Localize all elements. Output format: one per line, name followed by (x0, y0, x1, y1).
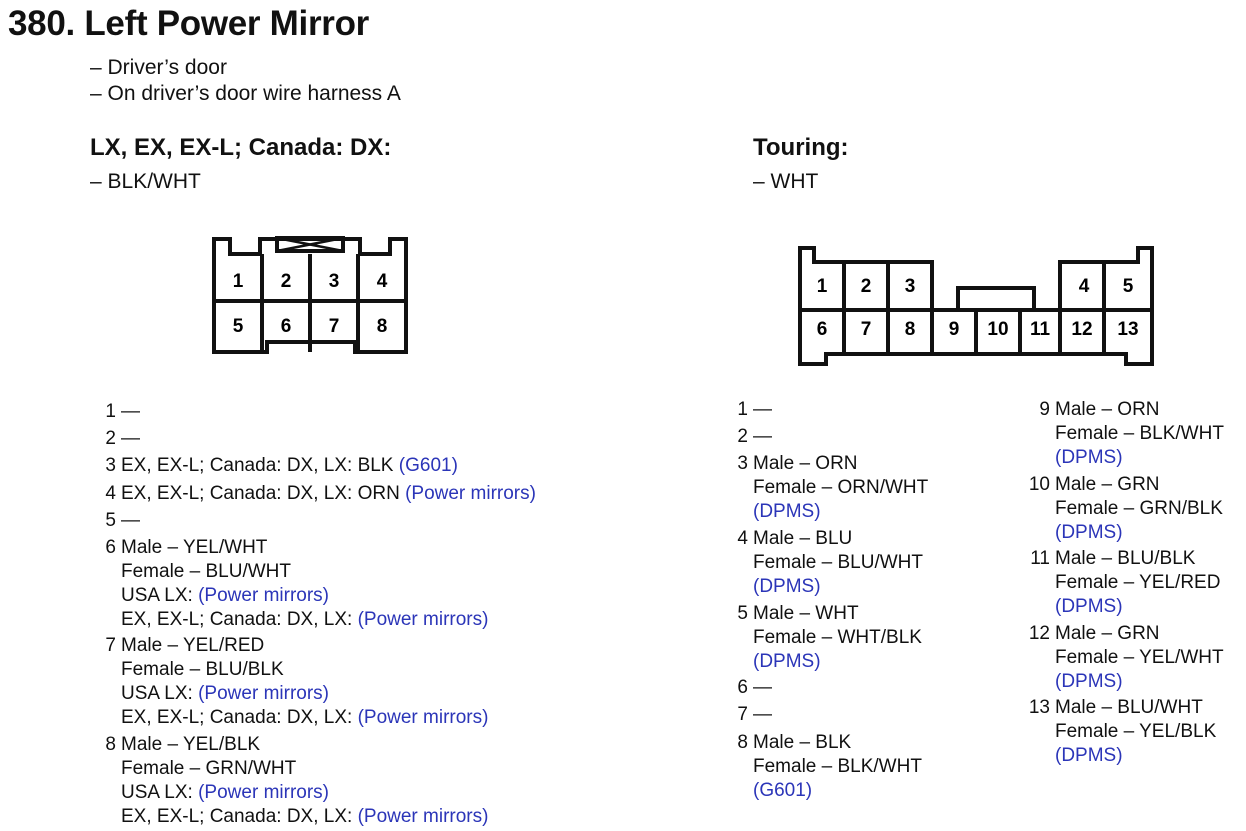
pin-number: 2 (737, 426, 748, 448)
pin-line (92, 482, 536, 506)
reference-link[interactable]: (DPMS) (1055, 670, 1123, 692)
pin-number: 8 (737, 731, 748, 753)
pin-description: Female – BLU/WHT (121, 561, 291, 582)
pin-description: — (121, 401, 140, 422)
pin-description: Male – GRN (1055, 622, 1160, 644)
pin-description: Male – ORN (1055, 399, 1160, 420)
pin-description: Female – ORN/WHT (753, 477, 929, 499)
pin-entry (1018, 547, 1220, 619)
pin-description: Male – YEL/WHT (121, 537, 268, 558)
pin-line (718, 551, 923, 575)
pin-line (92, 757, 488, 781)
pin-description: Male – GRN (1055, 473, 1160, 495)
pin-line (718, 575, 923, 599)
pin-number: 8 (105, 733, 116, 755)
pin-entry (718, 452, 928, 524)
pin-line (1018, 696, 1216, 720)
pin-description: EX, EX-L; Canada: DX, LX: (121, 805, 358, 827)
pin-number: 7 (737, 704, 748, 726)
pin-number: 5 (737, 602, 748, 624)
pin-line (718, 703, 772, 727)
pin-entry (92, 427, 140, 451)
reference-link[interactable]: (Power mirrors) (198, 781, 329, 803)
pin-number: 3 (105, 455, 116, 477)
pin-line (92, 509, 140, 533)
pin-line (718, 500, 928, 524)
pin-line (1018, 646, 1224, 670)
cavity-label: 11 (1029, 319, 1051, 340)
pin-line (1018, 497, 1223, 521)
pin-entry (92, 400, 140, 424)
pin-description: EX, EX-L; Canada: DX, LX: (121, 609, 358, 630)
pin-number: 7 (105, 635, 116, 657)
pin-description: USA LX: (121, 683, 199, 705)
pin-entry (92, 454, 458, 478)
reference-link[interactable]: (DPMS) (1055, 596, 1123, 618)
pin-line (718, 731, 922, 755)
pin-number: 12 (1028, 622, 1050, 644)
pin-description: — (121, 428, 140, 450)
pin-line (1018, 595, 1220, 619)
cavity-label: 6 (280, 316, 292, 337)
right-connector-color: – WHT (753, 170, 819, 193)
reference-link[interactable]: (G601) (753, 779, 813, 801)
pin-line (92, 658, 488, 682)
reference-link[interactable]: (Power mirrors) (357, 609, 489, 630)
pin-entry (718, 398, 772, 422)
pin-description: USA LX: (121, 585, 199, 606)
pin-line (1018, 398, 1224, 422)
pin-entry (92, 509, 140, 533)
pin-description: Female – GRN/BLK (1055, 497, 1223, 519)
pin-number: 5 (105, 509, 116, 531)
reference-link[interactable]: (Power mirrors) (198, 585, 329, 606)
left-connector-diagram (205, 232, 415, 360)
pin-description: Female – GRN/WHT (121, 757, 297, 779)
pin-line (718, 527, 923, 551)
cavity-label: 10 (987, 319, 1009, 340)
pin-line (1018, 571, 1220, 595)
pin-line (1018, 521, 1223, 545)
cavity-label: 13 (1117, 319, 1139, 340)
pin-line (92, 682, 488, 706)
pin-description: Female – BLU/BLK (121, 659, 284, 681)
pin-line (718, 626, 922, 650)
pin-description: EX, EX-L; Canada: DX, LX: ORN (121, 482, 406, 504)
reference-link[interactable]: (DPMS) (753, 576, 821, 597)
pin-line (718, 476, 928, 500)
right-variant-heading: Touring: (753, 134, 849, 161)
pin-description: Male – BLU (753, 528, 853, 549)
pin-line (1018, 744, 1216, 768)
pin-description: Female – BLK/WHT (753, 755, 922, 777)
cavity-label: 7 (328, 316, 340, 337)
pin-line (92, 733, 488, 757)
pin-description: Male – ORN (753, 453, 858, 475)
pin-entry (718, 527, 923, 599)
pin-description: Male – WHT (753, 602, 859, 624)
pin-number: 13 (1028, 697, 1050, 719)
pin-line (718, 676, 772, 700)
reference-link[interactable]: (G601) (398, 455, 458, 477)
pin-entry (718, 703, 772, 727)
pin-line (718, 755, 922, 779)
pin-line (718, 398, 772, 422)
reference-link[interactable]: (DPMS) (1055, 745, 1123, 767)
cavity-label: 1 (232, 271, 244, 292)
pin-description: EX, EX-L; Canada: DX, LX: BLK (121, 455, 399, 477)
cavity-label: 3 (904, 276, 916, 297)
pin-line (92, 400, 140, 424)
left-connector-color: – BLK/WHT (90, 170, 201, 193)
reference-link[interactable]: (Power mirrors) (357, 707, 489, 729)
pin-line (718, 779, 922, 803)
pin-entry (1018, 398, 1224, 470)
pin-number: 1 (737, 399, 748, 420)
pin-line (1018, 547, 1220, 571)
pin-description: Male – BLK (753, 731, 852, 753)
pin-number: 6 (105, 537, 116, 558)
cavity-label: 6 (816, 319, 828, 340)
pin-description: Female – BLU/WHT (753, 552, 923, 573)
pin-line (1018, 446, 1224, 470)
pin-description: — (753, 426, 772, 448)
pin-description: — (753, 704, 772, 726)
page-title: 380. Left Power Mirror (8, 4, 370, 43)
pin-number: 2 (105, 428, 116, 450)
pin-entry (718, 602, 922, 674)
pin-line (92, 608, 488, 632)
cavity-label: 12 (1071, 319, 1093, 340)
pin-number: 9 (1039, 399, 1050, 420)
pin-description: EX, EX-L; Canada: DX, LX: (121, 707, 358, 729)
pin-description: Male – BLU/WHT (1055, 697, 1203, 719)
cavity-label: 4 (376, 271, 388, 292)
pin-description: Female – YEL/WHT (1055, 646, 1224, 668)
reference-link[interactable]: (DPMS) (753, 650, 821, 672)
pin-line (718, 602, 922, 626)
reference-link[interactable]: (DPMS) (1055, 447, 1123, 468)
pin-description: Female – BLK/WHT (1055, 423, 1224, 444)
pin-description: Male – YEL/BLK (121, 733, 261, 755)
cavity-label: 8 (376, 316, 388, 337)
cavity-label: 5 (232, 316, 244, 337)
cavity-label: 4 (1078, 276, 1090, 297)
pin-line (92, 584, 488, 608)
cavity-label: 2 (860, 276, 872, 297)
pin-line (92, 454, 458, 478)
pin-number: 6 (737, 677, 748, 699)
cavity-label: 2 (280, 271, 292, 292)
pin-line (718, 425, 772, 449)
pin-line (92, 536, 488, 560)
pin-line (718, 452, 928, 476)
pin-entry (92, 634, 488, 730)
left-variant-heading: LX, EX, EX-L; Canada: DX: (90, 134, 392, 161)
reference-link[interactable]: (Power mirrors) (198, 683, 329, 705)
pin-entry (92, 536, 488, 632)
pin-line (92, 781, 488, 805)
pin-line (1018, 720, 1216, 744)
pin-number: 4 (737, 528, 748, 549)
reference-link[interactable]: (Power mirrors) (357, 805, 489, 827)
pin-entry (718, 731, 922, 803)
pin-line (92, 427, 140, 451)
pin-entry (1018, 696, 1216, 768)
pin-description: Male – YEL/RED (121, 635, 265, 657)
pin-entry (92, 733, 488, 829)
pin-entry (1018, 622, 1224, 694)
pin-description: Female – YEL/BLK (1055, 721, 1217, 743)
pin-entry (718, 676, 772, 700)
cavity-label: 1 (816, 276, 828, 297)
cavity-label: 3 (328, 271, 340, 292)
reference-link[interactable]: (Power mirrors) (405, 482, 536, 504)
pin-description: — (121, 509, 140, 531)
pin-line (1018, 473, 1223, 497)
pin-number: 10 (1028, 473, 1050, 495)
cavity-label: 9 (948, 319, 960, 340)
pin-line (92, 706, 488, 730)
pin-line (92, 634, 488, 658)
pin-number: 1 (105, 401, 116, 422)
pin-line (92, 560, 488, 584)
pin-number: 11 (1030, 548, 1050, 570)
pin-description: Female – YEL/RED (1055, 572, 1221, 594)
pin-number: 3 (737, 453, 748, 475)
pin-line (718, 650, 922, 674)
pin-line (92, 805, 488, 829)
location-note: – Driver’s door (90, 56, 227, 79)
pin-description: USA LX: (121, 781, 199, 803)
pin-line (1018, 622, 1224, 646)
cavity-label: 5 (1122, 276, 1134, 297)
pin-number: 4 (105, 482, 116, 504)
pin-line (1018, 670, 1224, 694)
pin-description: — (753, 677, 772, 699)
harness-note: – On driver’s door wire harness A (90, 82, 401, 105)
pin-entry (718, 425, 772, 449)
pin-description: — (753, 399, 772, 420)
pin-description: Female – WHT/BLK (753, 626, 922, 648)
pin-entry (92, 482, 536, 506)
cavity-label: 7 (860, 319, 872, 340)
pin-line (1018, 422, 1224, 446)
reference-link[interactable]: (DPMS) (753, 501, 821, 523)
cavity-label: 8 (904, 319, 916, 340)
right-connector-diagram (790, 240, 1160, 370)
pin-description: Male – BLU/BLK (1055, 548, 1196, 570)
pin-entry (1018, 473, 1223, 545)
reference-link[interactable]: (DPMS) (1055, 521, 1123, 543)
